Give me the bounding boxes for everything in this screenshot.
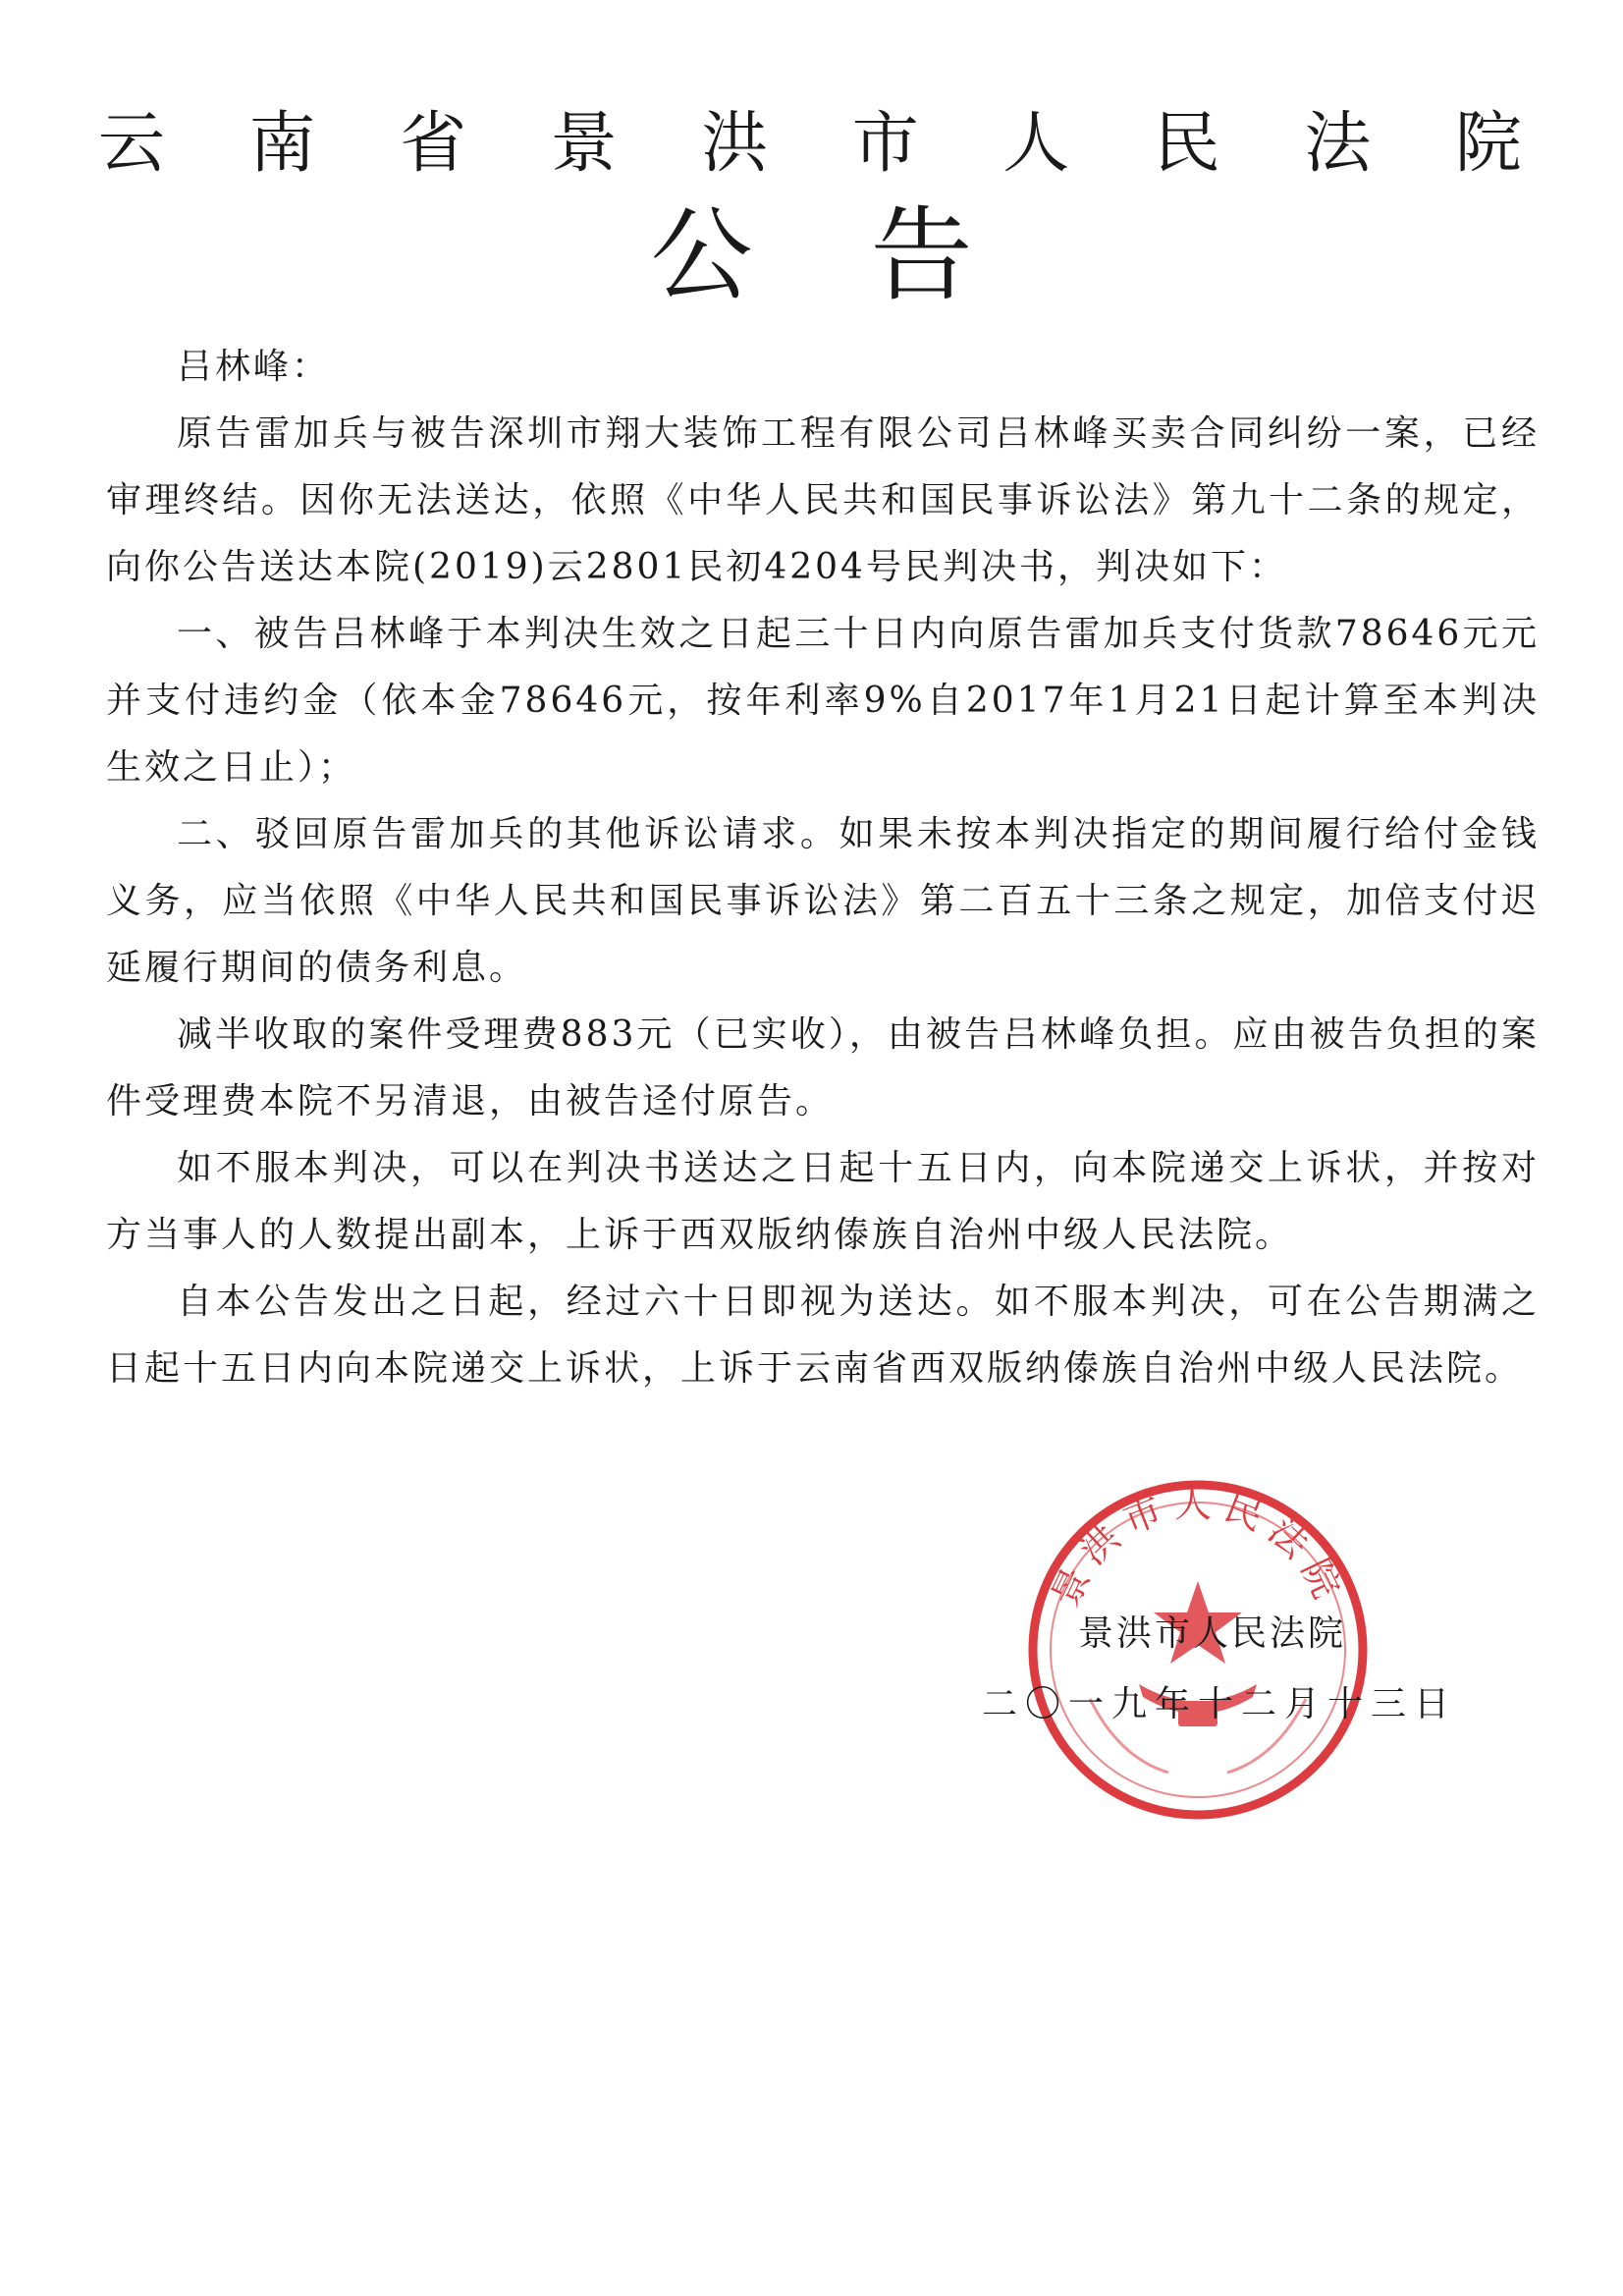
court-name-char: 市: [851, 105, 919, 183]
addressee: 吕林峰：: [177, 347, 331, 387]
court-name-char: 洪: [701, 105, 769, 183]
seal-text: 景洪市人民法院: [1043, 1482, 1353, 1613]
court-name-char: 南: [248, 105, 316, 183]
paragraph-service-by-notice: 自本公告发出之日起，经过六十日即视为送达。如不服本判决，可在公告期满之日起十五日内向本院递交上诉状，上诉于云南省西双版纳傣族自治州中级人民法院。: [106, 1282, 1540, 1389]
court-name-char: 景: [550, 105, 618, 183]
court-name-char: 省: [400, 105, 467, 183]
signature-court-name: 景洪市人民法院: [1078, 1613, 1347, 1654]
court-name-char: 民: [1153, 105, 1220, 183]
paragraph-appeal-right: 如不服本判决，可以在判决书送达之日起十五日内，向本院递交上诉状，并按对方当事人的人数提出副本，上诉于西双版纳傣族自治州中级人民法院。: [106, 1148, 1540, 1255]
court-name-char: 院: [1454, 105, 1522, 183]
court-name-char: 人: [1002, 105, 1070, 183]
paragraph-case-summary: 原告雷加兵与被告深圳市翔大装饰工程有限公司吕林峰买卖合同纠纷一案，已经审理终结。因你无法送达，依照《中华人民共和国民事诉讼法》第九十二条的规定，向你公告送达本院(2019)云2801民初4204号民判决书，判决如下：: [106, 413, 1540, 587]
court-name-char: 云: [98, 105, 166, 183]
paragraph-judgment-item-1: 一、被告吕林峰于本判决生效之日起三十日内向原告雷加兵支付货款78646元元并支付违约金（依本金78646元，按年利率9%自2017年1月21日起计算至本判决生效之日止）；: [106, 614, 1540, 788]
paragraph-court-fee: 减半收取的案件受理费883元（已实收），由被告吕林峰负担。应由被告负担的案件受理费本院不另清退，由被告迳付原告。: [106, 1014, 1540, 1121]
document-title: 公告: [650, 195, 1091, 315]
notice-body: [106, 334, 1540, 1402]
court-name-char: 法: [1304, 105, 1372, 183]
signature-date: 二〇一九年十二月十三日: [982, 1684, 1458, 1724]
court-name-heading: [98, 100, 1522, 189]
paragraph-judgment-item-2: 二、驳回原告雷加兵的其他诉讼请求。如果未按本判决指定的期间履行给付金钱义务，应当依照《中华人民共和国民事诉讼法》第二百五十三条之规定，加倍支付迟延履行期间的债务利息。: [106, 814, 1540, 988]
